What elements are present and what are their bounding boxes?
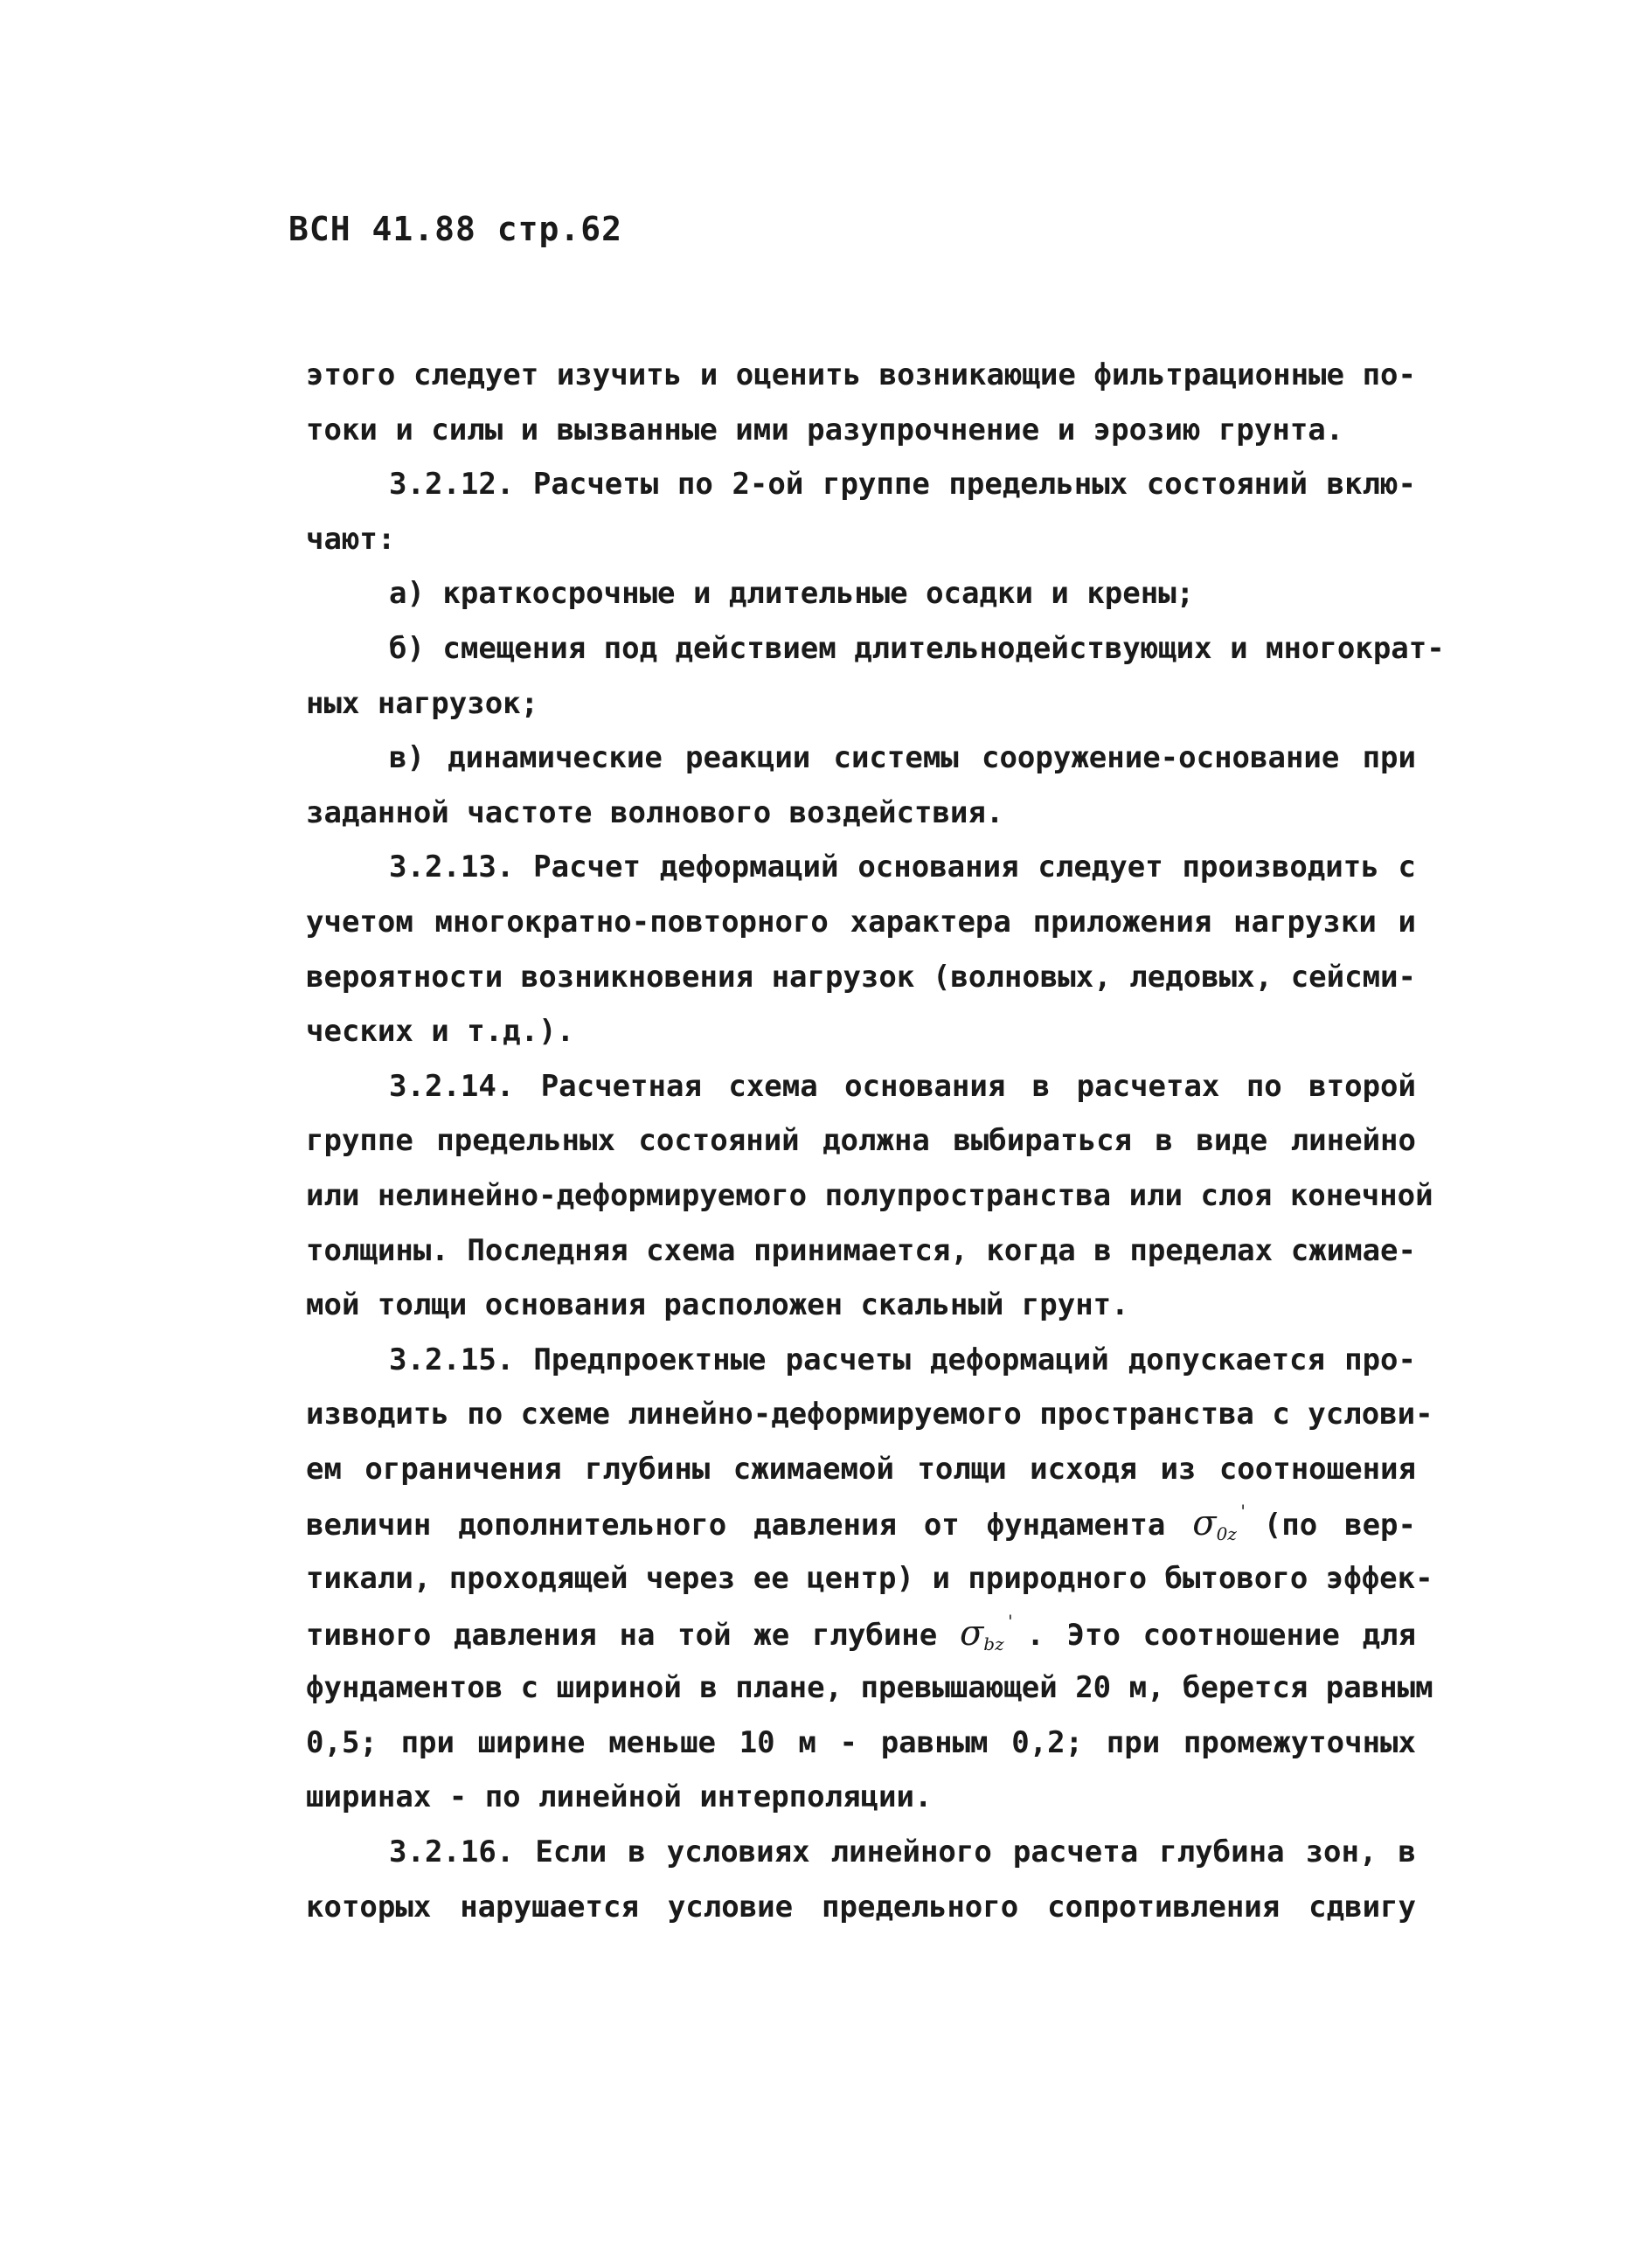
text-line: учетом многократно-повторного характера приложения нагрузки и bbox=[306, 904, 1416, 940]
text-line: группе предельных состояний должна выбираться в виде линейно bbox=[306, 1123, 1416, 1159]
text-line: ческих и т.д.). bbox=[306, 1014, 575, 1050]
text-line: 3.2.13. Расчет деформаций основания следует производить с bbox=[389, 850, 1416, 885]
text-line: б) смещения под действием длительнодействующих и многократ- bbox=[389, 630, 1445, 666]
text-line: тикали, проходящей через ее центр) и природного бытового эффек- bbox=[306, 1561, 1433, 1597]
text-line: 3.2.16. Если в условиях линейного расчета глубина зон, в bbox=[389, 1835, 1416, 1870]
text-line: изводить по схеме линейно-деформируемого пространства с услови- bbox=[306, 1397, 1433, 1432]
formula-line-1-after: (по вер- bbox=[1263, 1508, 1416, 1543]
paragraph-block-tail bbox=[306, 1661, 1433, 1934]
text-line: а) краткосрочные и длительные осадки и крены; bbox=[389, 576, 1195, 612]
text-line: 0,5; при ширине меньше 10 м - равным 0,2; при промежуточных bbox=[306, 1724, 1416, 1760]
text-line: 3.2.14. Расчетная схема основания в расчетах по второй bbox=[389, 1068, 1416, 1104]
paragraph-block-main bbox=[306, 348, 1445, 1496]
text-line: или нелинейно-деформируемого полупространства или слоя конечной bbox=[306, 1177, 1433, 1213]
text-line: токи и силы и вызванные ими разупрочнение и эрозию грунта. bbox=[306, 412, 1344, 447]
formula-line-1-before: величин дополнительного давления от фундамента bbox=[306, 1508, 1166, 1543]
text-line: ных нагрузок; bbox=[306, 685, 539, 721]
text-line: мой толщи основания расположен скальный грунт. bbox=[306, 1287, 1129, 1323]
text-line: заданной частоте волнового воздействия. bbox=[306, 794, 1004, 830]
formula-line-2 bbox=[306, 1606, 1416, 1661]
page-header-code: ВСН 41.88 стр.62 bbox=[288, 210, 623, 248]
sigma-symbol-bz: σ ' $_{bz}$ bbox=[959, 1610, 1013, 1654]
formula-line-1 bbox=[306, 1496, 1416, 1551]
text-line: которых нарушается условие предельного сопротивления сдвигу bbox=[306, 1889, 1416, 1925]
text-line: ширинах - по линейной интерполяции. bbox=[306, 1779, 933, 1815]
text-line: толщины. Последняя схема принимается, когда в пределах сжимае- bbox=[306, 1232, 1416, 1268]
text-line: 3.2.15. Предпроектные расчеты деформаций допускается про- bbox=[389, 1342, 1416, 1377]
formula-line-2-before: тивного давления на той же глубине bbox=[306, 1617, 938, 1653]
text-line: вероятности возникновения нагрузок (волновых, ледовых, сейсми- bbox=[306, 959, 1416, 995]
text-line: в) динамические реакции системы сооружение-основание при bbox=[389, 740, 1416, 776]
text-line: 3.2.12. Расчеты по 2-ой группе предельных состояний вклю- bbox=[389, 467, 1416, 503]
text-line: фундаментов с шириной в плане, превышающей 20 м, берется равным bbox=[306, 1670, 1433, 1706]
sigma-symbol-0z: σ ' $_{0z}$ bbox=[1192, 1501, 1246, 1545]
text-line: ем ограничения глубины сжимаемой толщи исходя из соотношения bbox=[306, 1451, 1416, 1487]
body-text bbox=[306, 348, 1445, 1934]
formula-line-2-after: . Это соотношение для bbox=[1026, 1617, 1416, 1653]
text-line: чают: bbox=[306, 521, 396, 557]
text-line: этого следует изучить и оценить возникающие фильтрационные по- bbox=[306, 357, 1416, 392]
